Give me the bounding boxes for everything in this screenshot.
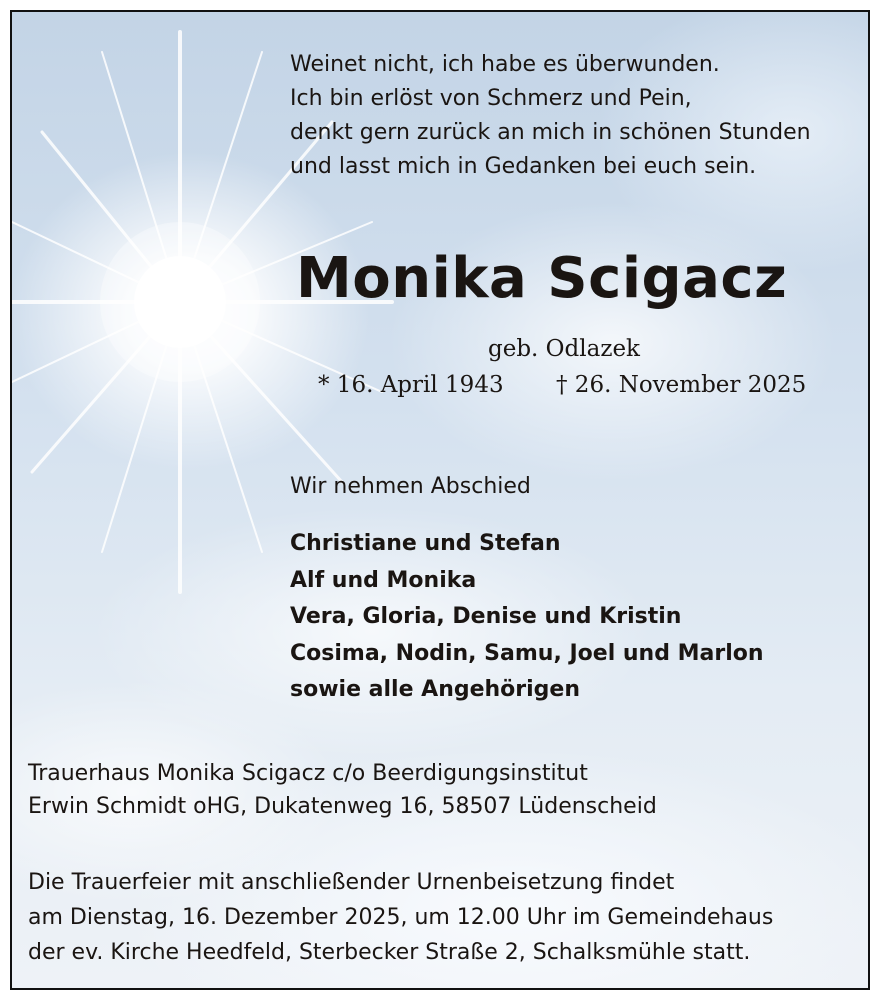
funeral-notice xyxy=(28,865,773,970)
birth-name: geb. Odlazek xyxy=(488,336,640,362)
address-line: Erwin Schmidt oHG, Dukatenweg 16, 58507 Lüdenscheid xyxy=(28,794,657,819)
address-line: Trauerhaus Monika Scigacz c/o Beerdigungsinstitut xyxy=(28,761,588,786)
obituary-card xyxy=(10,10,870,990)
poem-line: und lasst mich in Gedanken bei euch sein. xyxy=(290,154,757,179)
mourners-list xyxy=(290,526,764,709)
mourner-line: Alf und Monika xyxy=(290,567,477,593)
funeral-line: der ev. Kirche Heedfeld, Sterbecker Straße 2, Schalksmühle statt. xyxy=(28,940,751,965)
mourning-address xyxy=(28,757,657,823)
life-dates xyxy=(318,372,807,398)
deceased-name: Monika Scigacz xyxy=(296,246,788,311)
funeral-line: am Dienstag, 16. Dezember 2025, um 12.00 Uhr im Gemeindehaus xyxy=(28,905,774,930)
poem xyxy=(290,48,811,184)
poem-line: Weinet nicht, ich habe es überwunden. xyxy=(290,52,720,77)
death-date: † 26. November 2025 xyxy=(556,372,807,398)
farewell-heading: Wir nehmen Abschied xyxy=(290,474,531,499)
mourner-line: Cosima, Nodin, Samu, Joel und Marlon xyxy=(290,640,764,666)
poem-line: Ich bin erlöst von Schmerz und Pein, xyxy=(290,86,692,111)
mourner-line: sowie alle Angehörigen xyxy=(290,677,581,702)
mourner-line: Christiane und Stefan xyxy=(290,531,561,556)
birth-date: * 16. April 1943 xyxy=(318,372,504,398)
poem-line: denkt gern zurück an mich in schönen Stunden xyxy=(290,120,811,145)
funeral-line: Die Trauerfeier mit anschließender Urnenbeisetzung findet xyxy=(28,870,675,895)
mourner-line: Vera, Gloria, Denise und Kristin xyxy=(290,604,682,629)
